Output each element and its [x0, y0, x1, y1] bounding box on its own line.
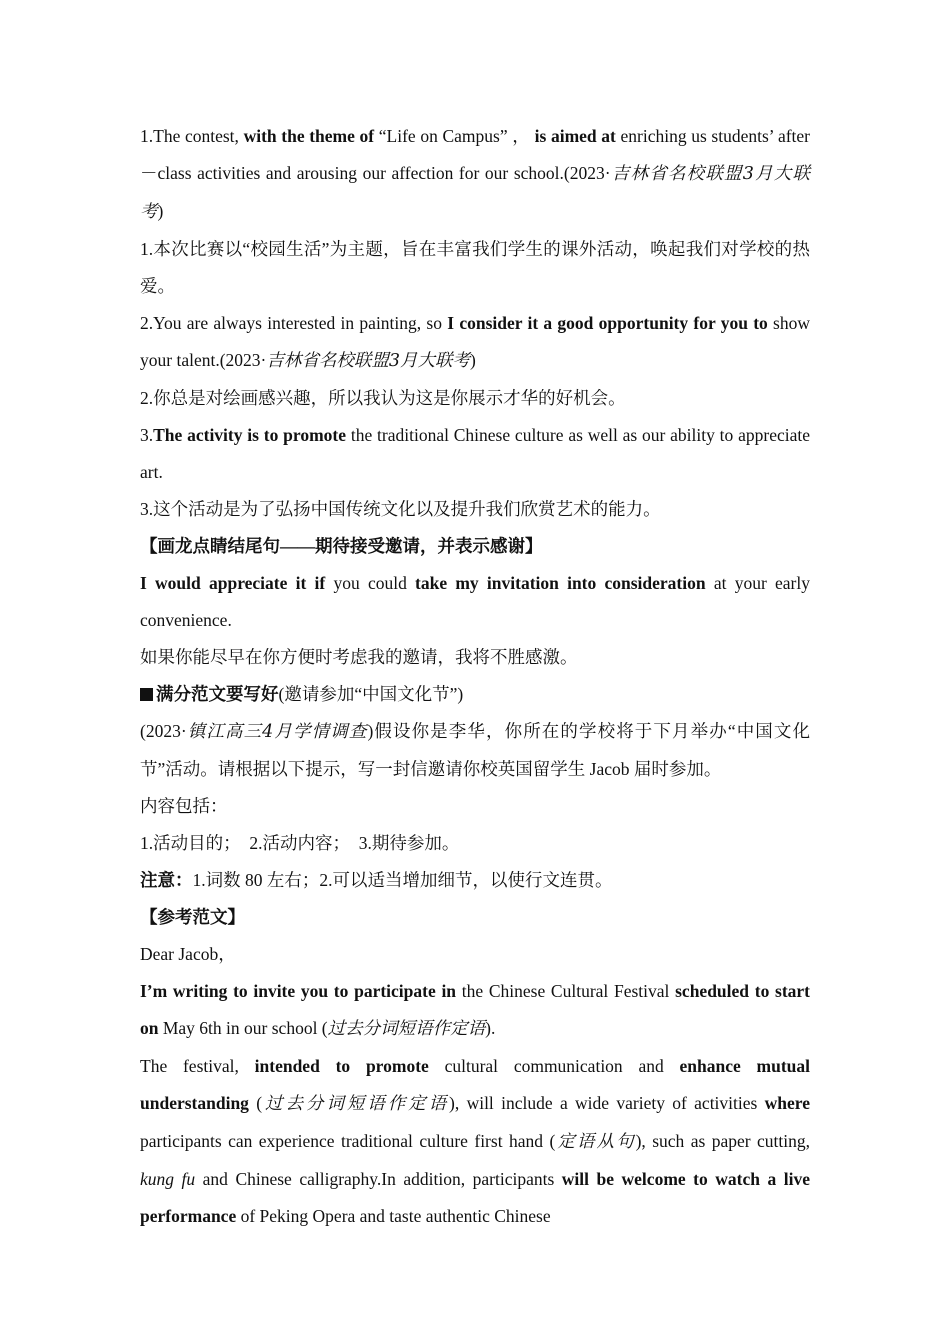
grammar-note: 定语从句	[555, 1132, 636, 1152]
sentence-2-chinese: 2.你总是对绘画感兴趣，所以我认为这是你展示才华的好机会。	[140, 388, 626, 408]
document-page	[140, 118, 810, 1235]
sentence-2-english: 2.You are always interested in painting, so I consider it a good opportunity for you to show your talent.(2023·吉林省名校联盟3月大联考)	[140, 313, 810, 371]
note-line: 注意：1.词数 80 左右；2.可以适当增加细节，以使行文连贯。	[140, 870, 613, 890]
grammar-note: 过去分词短语作定语	[262, 1094, 450, 1114]
source-note: 吉林省名校联盟3月大联考	[140, 164, 811, 222]
source-note: 镇江高三4月学情调查	[186, 722, 368, 742]
reference-essay-heading: 【参考范文】	[140, 907, 245, 927]
content-items: 1.活动目的； 2.活动内容； 3.期待参加。	[140, 833, 460, 853]
task-description: (2023·镇江高三4月学情调查)假设你是李华，你所在的学校将于下月举办“中国文化节”活动。请根据以下提示，写一封信邀请你校英国留学生 Jacob 届时参加。	[140, 721, 811, 779]
closing-sentence-chinese: 如果你能尽早在你方便时考虑我的邀请，我将不胜感激。	[140, 647, 578, 667]
sentence-3-english: 3.The activity is to promote the traditional Chinese culture as well as our ability to appreciate art.	[140, 425, 810, 482]
closing-sentence-english: I would appreciate it if you could take my invitation into consideration at your early convenience.	[140, 573, 810, 630]
letter-paragraph-2: The festival, intended to promote cultural communication and enhance mutual understanding (过去分词短语作定语), will include a wide variety of activities where participants can experience traditional culture first hand (定语从句), such as paper cutting, kung fu and Chinese calligraphy.In addition, participants will be welcome to watch a live performance of Peking Opera and taste authentic Chinese	[140, 1056, 811, 1226]
source-note: 吉林省名校联盟3月大联考	[266, 351, 470, 371]
sentence-1-chinese: 1.本次比赛以“校园生活”为主题，旨在丰富我们学生的课外活动，唤起我们对学校的热爱。	[140, 239, 810, 296]
grammar-note: 过去分词短语作定语	[327, 1019, 486, 1039]
model-essay-heading: 满分范文要写好(邀请参加“中国文化节”)	[140, 676, 810, 713]
sentence-3-chinese: 3.这个活动是为了弘扬中国传统文化以及提升我们欣赏艺术的能力。	[140, 499, 661, 519]
black-square-icon	[140, 688, 153, 701]
content-label: 内容包括：	[140, 796, 228, 816]
letter-greeting: Dear Jacob，	[140, 944, 236, 964]
closing-sentence-heading: 【画龙点睛结尾句——期待接受邀请，并表示感谢】	[140, 536, 543, 556]
letter-paragraph-1: I’m writing to invite you to participate in the Chinese Cultural Festival scheduled to start on May 6th in our school (过去分词短语作定语).	[140, 981, 811, 1039]
sentence-1-english: 1.The contest, with the theme of “Life on Campus” ， is aimed at enriching us students’ after－class activities and arousing our affection for our school.(2023·吉林省名校联盟3月大联考)	[140, 126, 811, 222]
